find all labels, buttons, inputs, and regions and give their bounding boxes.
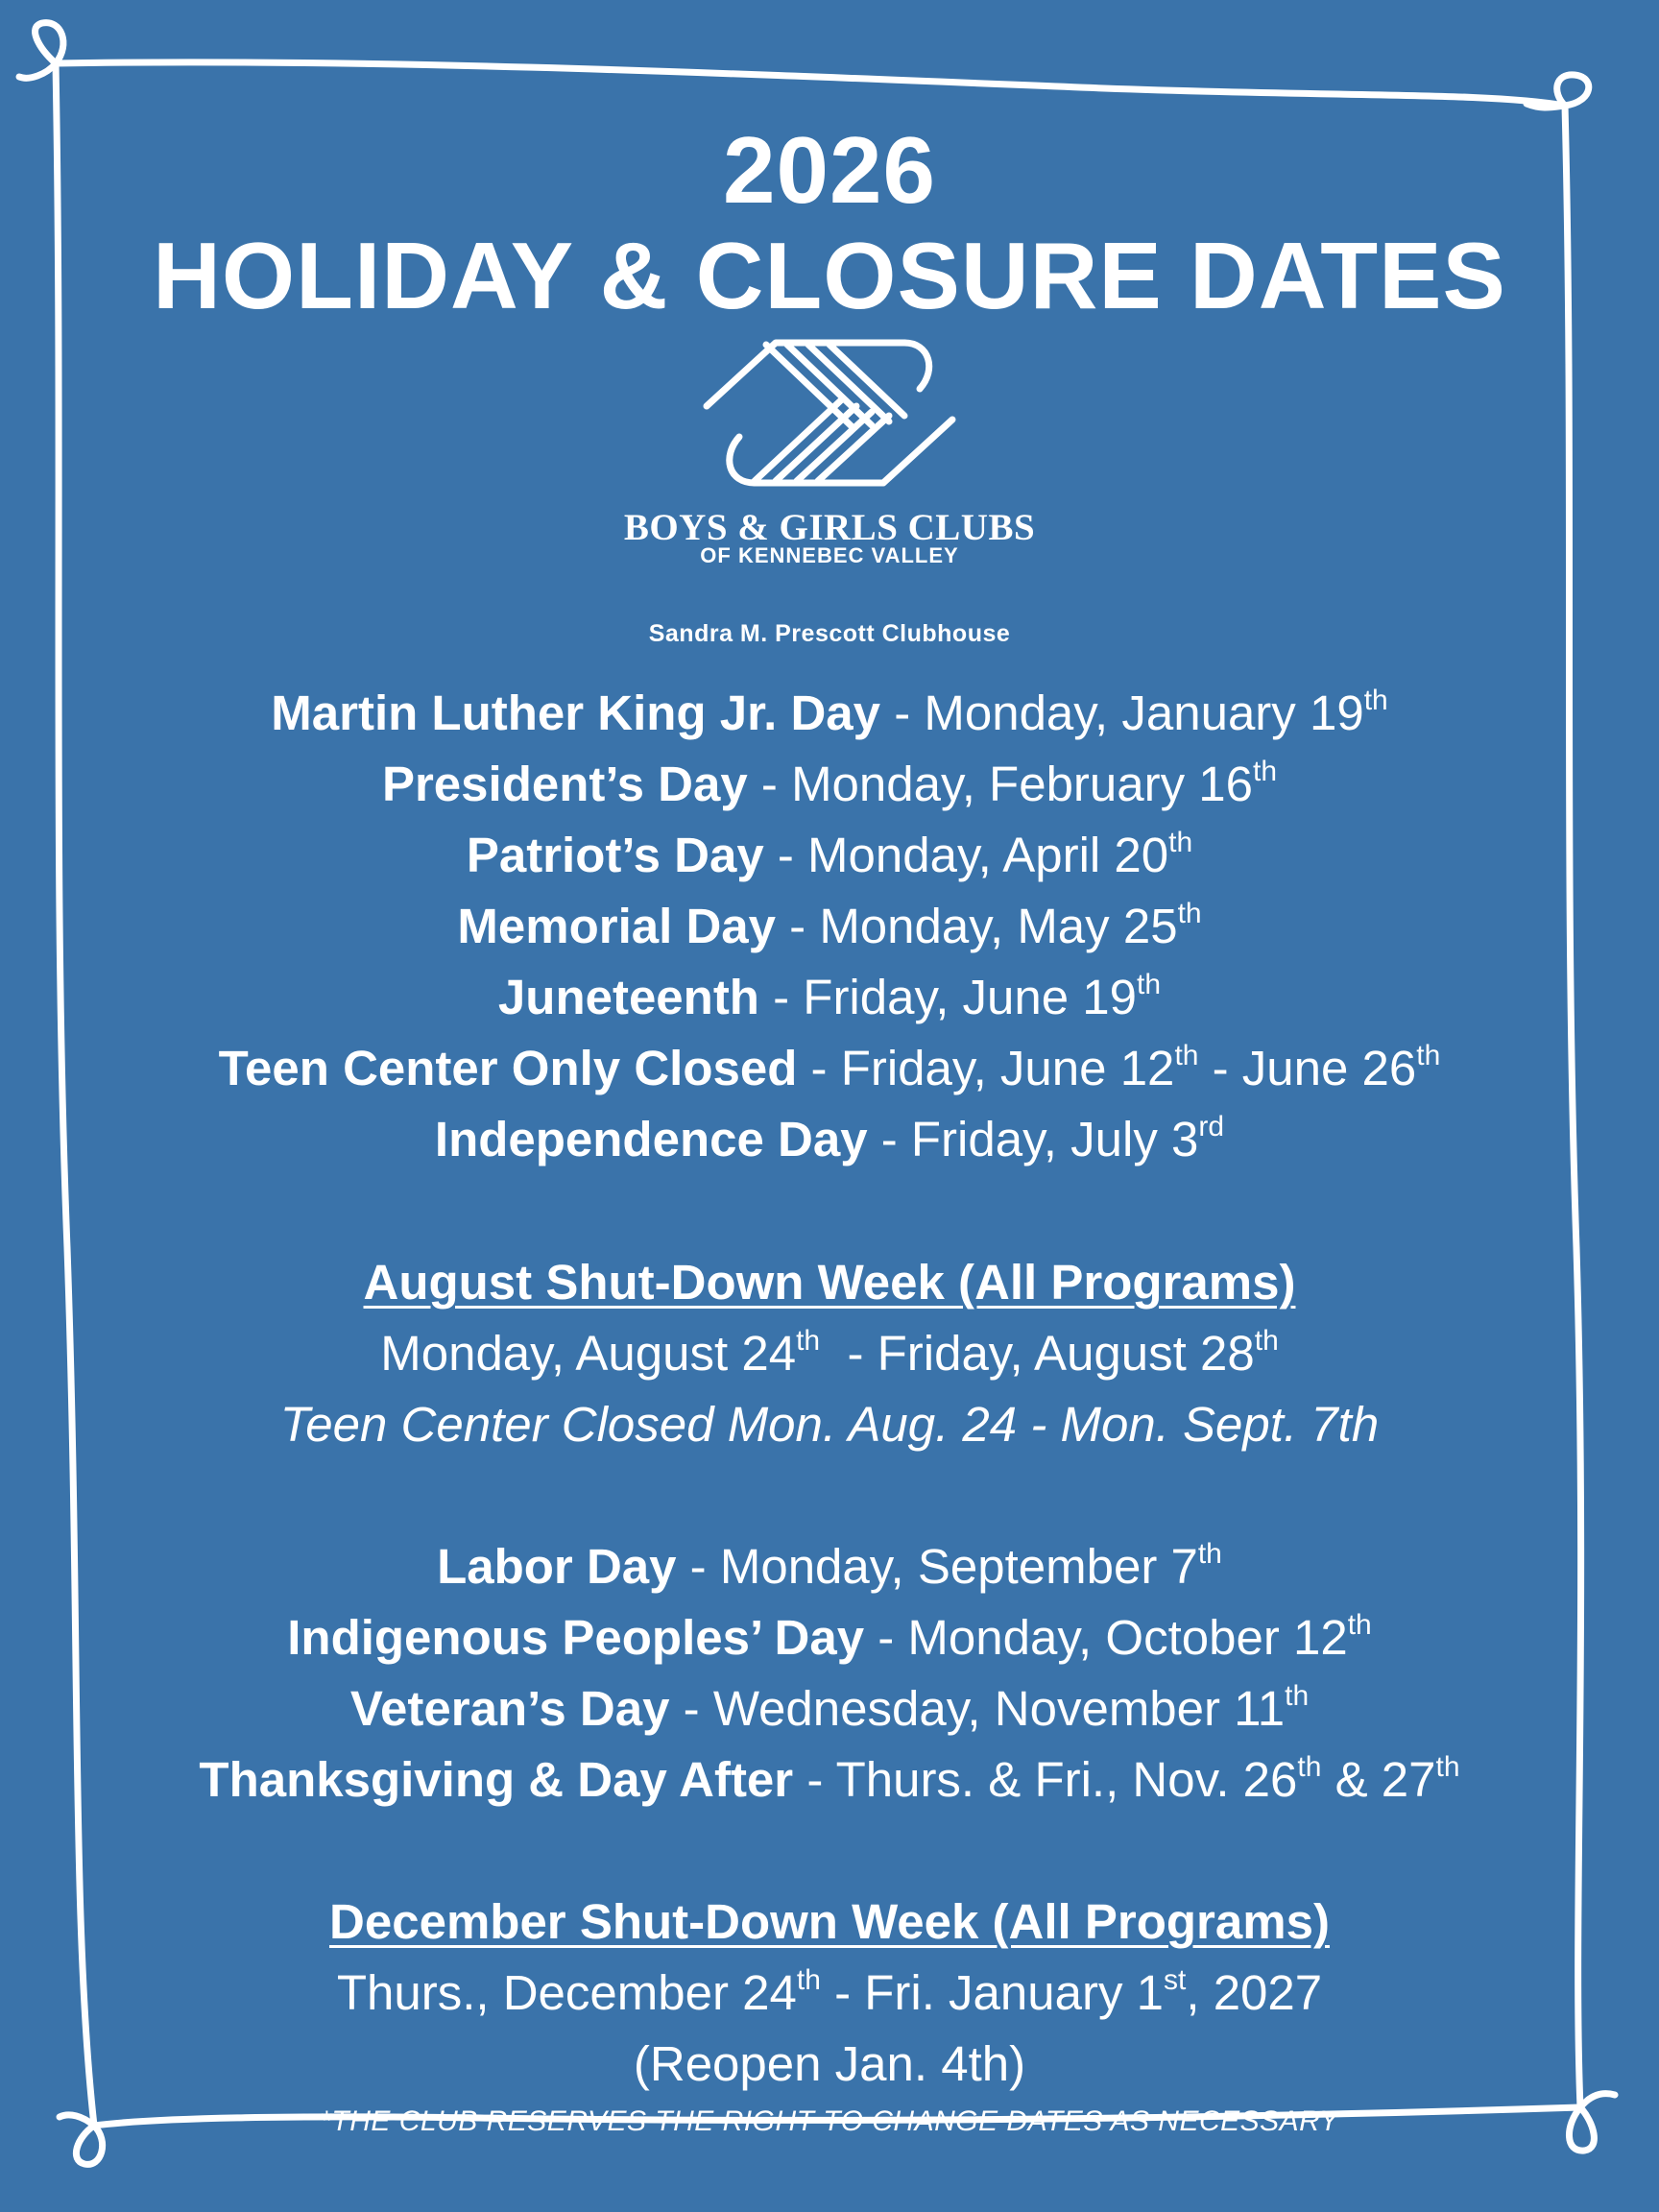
- holiday-date: Friday, June 19: [803, 970, 1138, 1024]
- org-name: BOYS & GIRLS CLUBS: [623, 507, 1036, 548]
- separator: -: [864, 1610, 908, 1665]
- date-suffix: th: [1416, 1040, 1441, 1071]
- holiday-date: Monday, October 12: [907, 1610, 1348, 1665]
- holiday-line: [0, 1680, 1659, 1736]
- separator: -: [880, 685, 925, 740]
- holiday-name: Juneteenth: [497, 970, 759, 1024]
- august-dates: [0, 1325, 1659, 1381]
- august-end-date: - Friday, August 28: [820, 1326, 1255, 1381]
- disclaimer: *THE CLUB RESERVES THE RIGHT TO CHANGE DATES AS NECESSARY: [320, 2105, 1339, 2137]
- holiday-date: Monday, January 19: [924, 685, 1364, 740]
- holiday-line: [0, 1040, 1659, 1095]
- holiday-date-end: - June 26: [1198, 1041, 1417, 1095]
- date-suffix: th: [1177, 898, 1202, 929]
- date-suffix: th: [1168, 827, 1193, 858]
- holiday-date: Monday, September 7: [719, 1539, 1198, 1594]
- date-suffix: th: [1174, 1040, 1199, 1071]
- holiday-name: Memorial Day: [457, 899, 776, 953]
- date-suffix: th: [1285, 1680, 1310, 1712]
- separator: -: [676, 1539, 720, 1594]
- holiday-name: President’s Day: [381, 757, 748, 811]
- separator: -: [763, 828, 808, 882]
- holiday-name: Martin Luther King Jr. Day: [271, 685, 881, 740]
- date-suffix: rd: [1198, 1111, 1225, 1142]
- date-suffix: th: [796, 1325, 821, 1357]
- holiday-name: Indigenous Peoples’ Day: [287, 1610, 865, 1665]
- holiday-date: Thurs. & Fri., Nov. 26: [835, 1752, 1298, 1807]
- december-end-year: , 2027: [1186, 1965, 1323, 2020]
- holiday-date: Friday, July 3: [910, 1112, 1199, 1166]
- august-teen-note: Teen Center Closed Mon. Aug. 24 - Mon. Sept. 7th: [279, 1397, 1380, 1452]
- holiday-line: [0, 1751, 1659, 1807]
- holiday-name: Independence Day: [434, 1112, 868, 1166]
- date-suffix: th: [1197, 1538, 1222, 1570]
- holiday-name: Labor Day: [437, 1539, 677, 1594]
- holiday-line: [0, 1609, 1659, 1665]
- december-heading: December Shut-Down Week (All Programs): [329, 1894, 1330, 1949]
- clubhouse-name: Sandra M. Prescott Clubhouse: [648, 620, 1011, 647]
- august-start-date: Monday, August 24: [380, 1326, 797, 1381]
- holiday-date: Wednesday, November 11: [712, 1681, 1286, 1736]
- holiday-date: Monday, February 16: [791, 757, 1254, 811]
- holiday-line: [0, 685, 1659, 740]
- date-suffix: th: [1297, 1751, 1322, 1783]
- holiday-name: Thanksgiving & Day After: [199, 1752, 794, 1807]
- separator: -: [797, 1041, 841, 1095]
- holiday-date: Friday, June 12: [840, 1041, 1175, 1095]
- holiday-name: Veteran’s Day: [349, 1681, 670, 1736]
- holiday-line: [0, 827, 1659, 882]
- holiday-date: Monday, April 20: [807, 828, 1169, 882]
- december-reopen: (Reopen Jan. 4th): [633, 2036, 1026, 2091]
- separator: -: [747, 757, 792, 811]
- holiday-line: [0, 898, 1659, 953]
- holiday-date-end: & 27: [1321, 1752, 1436, 1807]
- separator: -: [776, 899, 820, 953]
- holiday-line: [0, 756, 1659, 811]
- date-suffix: th: [796, 1964, 821, 1996]
- separator: -: [793, 1752, 836, 1807]
- date-suffix: th: [1253, 756, 1278, 787]
- august-heading: August Shut-Down Week (All Programs): [363, 1255, 1296, 1310]
- page-title: HOLIDAY & CLOSURE DATES: [153, 223, 1506, 328]
- separator: -: [867, 1112, 911, 1166]
- date-suffix: th: [1435, 1751, 1460, 1783]
- holiday-date: Monday, May 25: [819, 899, 1178, 953]
- date-suffix: th: [1137, 969, 1162, 1000]
- date-suffix: th: [1347, 1609, 1372, 1641]
- separator: -: [758, 970, 804, 1024]
- separator: -: [669, 1681, 713, 1736]
- holiday-line: [0, 1538, 1659, 1594]
- handshake-logo-icon: [699, 331, 960, 494]
- holiday-name: Teen Center Only Closed: [218, 1041, 798, 1095]
- title-year: 2026: [722, 117, 936, 223]
- holiday-line: [0, 969, 1659, 1024]
- december-start-date: Thurs., December 24: [336, 1965, 797, 2020]
- date-suffix: st: [1164, 1964, 1187, 1996]
- date-suffix: th: [1363, 685, 1388, 716]
- org-subtitle: OF KENNEBEC VALLEY: [700, 543, 959, 567]
- holiday-name: Patriot’s Day: [466, 828, 764, 882]
- december-dates: [0, 1964, 1659, 2020]
- december-end-date: - Fri. January 1: [820, 1965, 1165, 2020]
- holiday-line: [0, 1111, 1659, 1166]
- date-suffix: th: [1254, 1325, 1279, 1357]
